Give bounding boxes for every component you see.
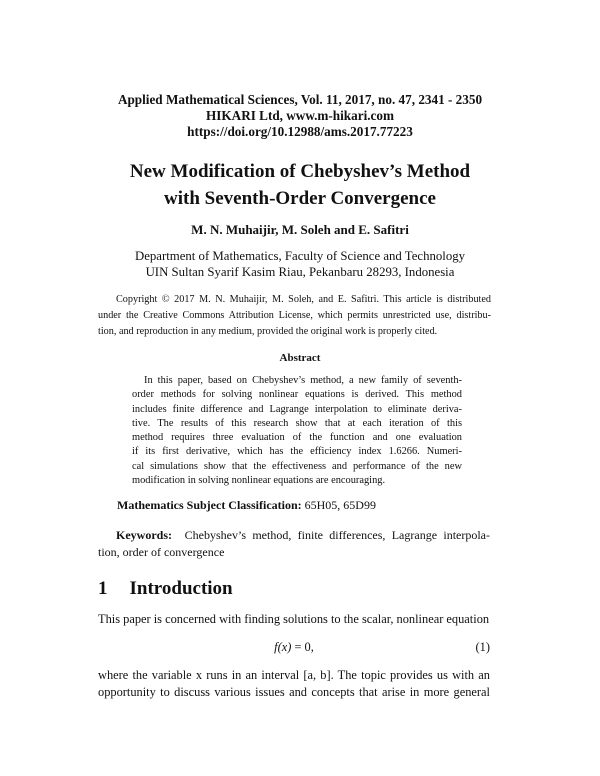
keywords-line-1 [98,527,490,544]
section-heading-introduction [98,578,233,600]
journal-header [0,92,600,140]
keywords-label: Keywords: [116,528,172,542]
affiliation-line-1: Department of Mathematics, Faculty of Science and Technology [134,249,466,263]
paper-title [0,158,600,212]
keywords-line-2: tion, order of convergence [98,545,225,559]
intro-paragraph-2 [98,667,490,701]
copyright-notice [98,292,491,340]
intro-paragraph-2-line-1: where the variable x runs in an interval [a, b]. The topic provides us with an [98,668,490,682]
abstract-line: includes finite difference and Lagrange interpolation to eliminate deriva- [132,403,462,415]
abstract-line: modification in solving nonlinear equations are encouraging. [132,475,386,487]
copyright-line-3: tion, and reproduction in any medium, provided the original work is properly cited. [98,326,438,337]
paper-title-line-1: New Modification of Chebyshev’s Method [129,161,471,182]
affiliation [0,248,600,280]
msc-label: Mathematics Subject Classification: [117,498,302,512]
abstract-line: In this paper, based on Chebyshev’s method, a new family of seventh- [144,375,462,386]
section-number: 1 [98,578,108,599]
abstract-line: cal simulations show that the effectiveness and performance of the new [132,460,462,472]
paper-title-line-2: with Seventh-Order Convergence [164,188,436,209]
affiliation-line-2: UIN Sultan Syarif Kasim Riau, Pekanbaru 28293, Indonesia [145,265,455,279]
copyright-line-1: Copyright © 2017 M. N. Muhaijir, M. Soleh, and E. Safitri. This article is distributed [116,294,491,305]
equation-1 [98,640,490,658]
abstract-line: if its first derivative, which has the efficiency index 1.6266. Numeri- [132,446,462,458]
journal-citation: Applied Mathematical Sciences, Vol. 11, 2017, no. 47, 2341 - 2350 [117,92,483,107]
abstract-line: tive. The results of this research show that at each iteration of this [132,417,462,429]
intro-paragraph-2-line-2: opportunity to discuss various issues and concepts that arise in more general [98,685,490,699]
abstract-body [132,374,462,488]
equation-body [98,640,490,655]
subject-classification [117,498,376,513]
abstract-line: order methods for solving nonlinear equations is derived. This method [132,389,462,401]
author-list: M. N. Muhaijir, M. Soleh and E. Safitri [191,222,409,237]
keywords [98,527,490,561]
copyright-line-2: under the Creative Commons Attribution License, which permits unrestricted use, distribu- [98,310,491,321]
doi-link[interactable]: https://doi.org/10.12988/ams.2017.77223 [187,124,413,139]
msc-value: 65H05, 65D99 [304,498,376,512]
publisher-line: HIKARI Ltd, www.m-hikari.com [206,108,394,123]
section-title: Introduction [129,578,233,599]
equation-rhs: = 0, [294,640,314,654]
abstract-line: method requires three evaluation of the function and one evaluation [132,432,462,444]
intro-paragraph-1: This paper is concerned with finding solutions to the scalar, nonlinear equation [98,612,490,626]
equation-number: (1) [475,640,490,654]
equation-lhs: f(x) [274,640,292,654]
keywords-text-1: Chebyshev’s method, finite differences, Lagrange interpola- [184,528,491,542]
abstract-heading: Abstract [279,352,321,364]
